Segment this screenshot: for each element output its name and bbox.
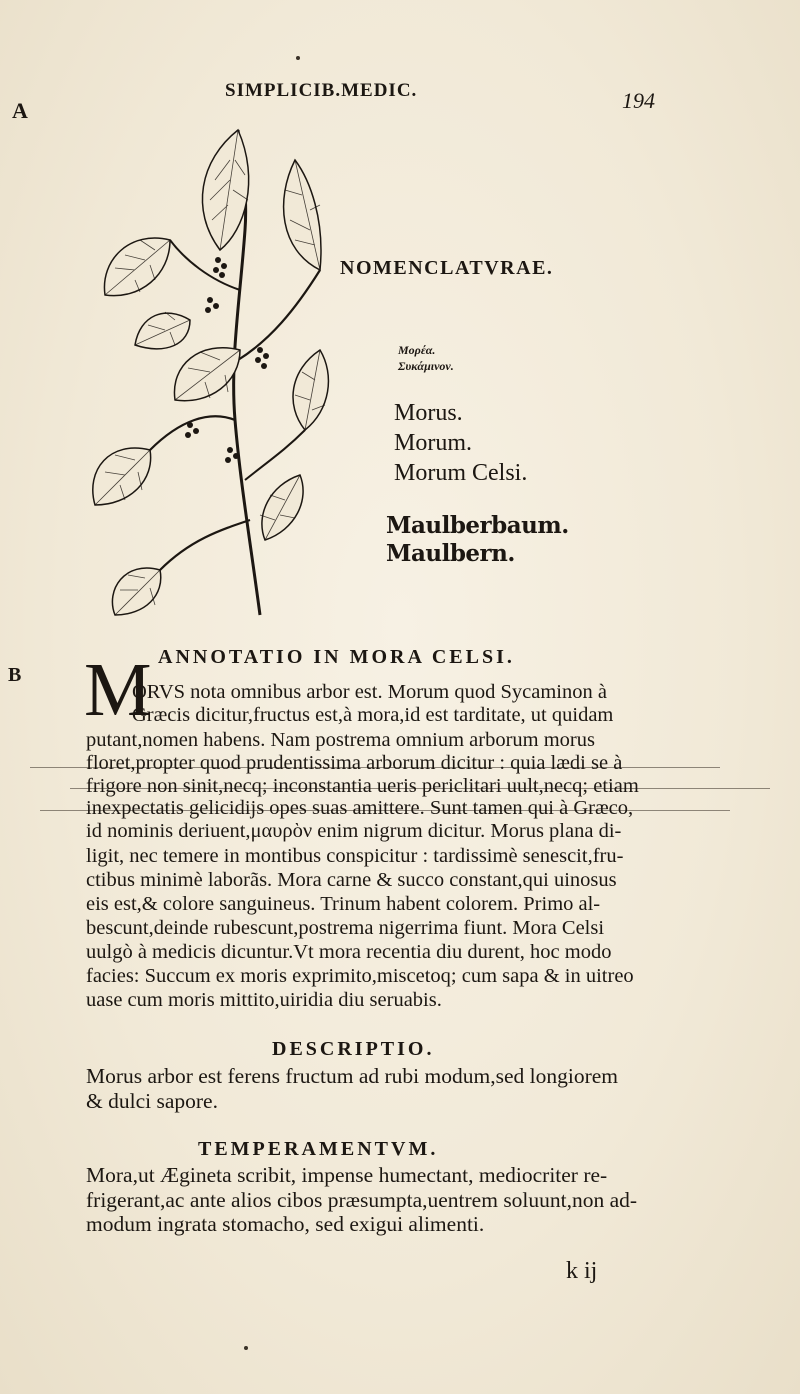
latin-name: Morus. bbox=[394, 400, 463, 426]
margin-letter-a: A bbox=[12, 98, 28, 123]
text-line: facies: Succum ex moris exprimito,miscetoq; cum sapa & in uitreo bbox=[86, 965, 634, 987]
text-line: uulgò à medicis dicuntur.Vt mora recentia diu durent, hoc modo bbox=[86, 941, 612, 963]
ink-speck bbox=[244, 1346, 248, 1350]
page-number: 194 bbox=[622, 88, 655, 113]
margin-letter-b: B bbox=[8, 664, 22, 686]
text-line: modum ingrata stomacho, sed exigui alimenti. bbox=[86, 1212, 485, 1236]
text-line: inexpectatis gelicidijs opes suas amittere. Sunt tamen qui à Græco, bbox=[86, 797, 634, 819]
temperamentum-heading: TEMPERAMENTVM. bbox=[198, 1138, 439, 1160]
text-line: & dulci sapore. bbox=[86, 1089, 218, 1113]
text-line: id nominis deriuent,μαυρὸν enim nigrum dicitur. Morus plana di- bbox=[86, 820, 622, 842]
ink-speck bbox=[296, 56, 300, 60]
drop-capital: M bbox=[84, 648, 152, 732]
mulberry-woodcut-illustration bbox=[70, 120, 340, 620]
text-line: eis est,& colore sanguineus. Trinum habent colorem. Primo al- bbox=[86, 893, 601, 915]
annotatio-heading: ANNOTATIO IN MORA CELSI. bbox=[158, 646, 515, 668]
text-line: ORVS nota omnibus arbor est. Morum quod Sycaminon à bbox=[132, 681, 607, 703]
text-line: floret,propter quod prudentissima arborum dicitur : quia lædi se à bbox=[86, 752, 623, 774]
nomenclature-title: NOMENCLATVRAE. bbox=[340, 257, 554, 279]
descriptio-heading: DESCRIPTIO. bbox=[272, 1038, 435, 1060]
latin-name: Morum. bbox=[394, 430, 472, 456]
greek-name: Μορέα. bbox=[398, 343, 436, 357]
german-name: Maulbern. bbox=[386, 540, 515, 567]
text-line: ctibus minimè laborãs. Mora carne & succo constant,qui uinosus bbox=[86, 869, 617, 891]
text-line: uase cum moris mittito,uiridia diu seruabis. bbox=[86, 989, 442, 1011]
running-head: SIMPLICIB.MEDIC. bbox=[225, 80, 418, 101]
text-line: frigerant,ac ante alios cibos præsumpta,uentrem soluunt,non ad- bbox=[86, 1188, 638, 1212]
signature-mark: k ij bbox=[566, 1258, 598, 1284]
text-line: Græcis dicitur,fructus est,à mora,id est tarditate, ut quidam bbox=[132, 704, 614, 726]
text-line: frigore non sinit,necq; inconstantia ueris periclitari uult,necq; etiam bbox=[86, 775, 639, 797]
greek-name: Συκάμινον. bbox=[398, 359, 454, 373]
text-line: Morus arbor est ferens fructum ad rubi modum,sed longiorem bbox=[86, 1064, 618, 1088]
text-line: bescunt,deinde rubescunt,postrema nigerrima fiunt. Mora Celsi bbox=[86, 917, 605, 939]
latin-name: Morum Celsi. bbox=[394, 460, 528, 486]
german-name: Maulberbaum. bbox=[386, 512, 569, 539]
text-line: putant,nomen habens. Nam postrema omnium arborum morus bbox=[86, 729, 595, 751]
text-line: ligit, nec temere in montibus conspicitur : tardissimè senescit,fru- bbox=[86, 845, 624, 867]
text-line: Mora,ut Ægineta scribit, impense humectant, mediocriter re- bbox=[86, 1163, 608, 1187]
